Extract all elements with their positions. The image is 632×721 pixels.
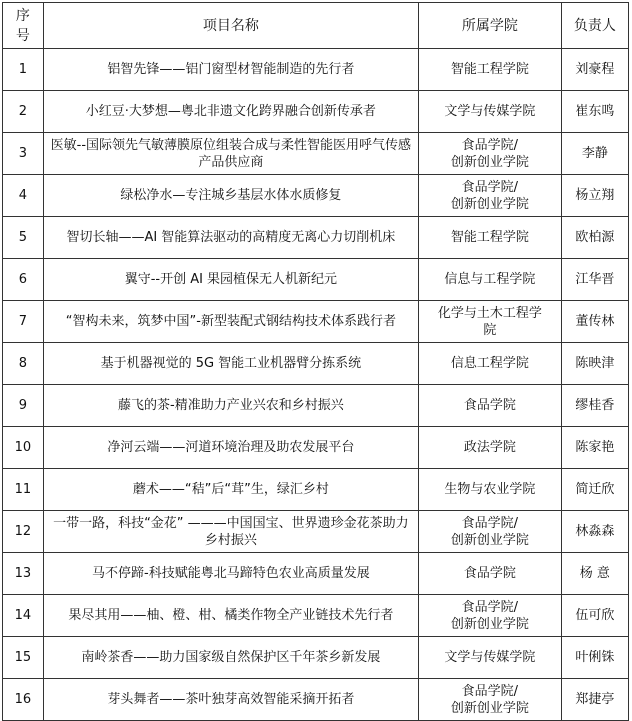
row-number: 10 <box>3 427 44 469</box>
project-table <box>2 2 629 721</box>
row-school-line1: 生物与农业学院 <box>444 482 536 497</box>
row-number: 2 <box>3 91 44 133</box>
row-number: 6 <box>3 259 44 301</box>
row-school-line1: 智能工程学院 <box>450 62 529 77</box>
row-project-name: 芽头舞者——茶叶独芽高效智能采摘开拓者 <box>43 679 418 721</box>
table-row <box>3 553 629 595</box>
row-project-name: “智构未来，筑梦中国”-新型装配式钢结构技术体系践行者 <box>43 301 418 343</box>
row-number: 7 <box>3 301 44 343</box>
header-owner: 负责人 <box>561 3 628 49</box>
row-owner: 董传林 <box>561 301 628 343</box>
row-school <box>418 637 561 679</box>
row-school-line1: 食品学院 <box>463 398 516 413</box>
row-number: 13 <box>3 553 44 595</box>
row-number: 15 <box>3 637 44 679</box>
row-school-line1: 食品学院 <box>463 566 516 581</box>
row-project-name: 一带一路，科技“金花” ———中国国宝、世界遗珍金花茶助力乡村振兴 <box>43 511 418 553</box>
table-row <box>3 49 629 91</box>
row-school <box>418 91 561 133</box>
row-school <box>418 259 561 301</box>
row-owner: 郑捷亭 <box>561 679 628 721</box>
row-owner: 伍可欣 <box>561 595 628 637</box>
row-owner: 叶俐铢 <box>561 637 628 679</box>
row-owner: 简迁欣 <box>561 469 628 511</box>
row-owner: 林淼森 <box>561 511 628 553</box>
row-school <box>418 469 561 511</box>
row-project-name: 南岭茶香——助力国家级自然保护区千年茶乡新发展 <box>43 637 418 679</box>
row-school-line2: 创新创业学院 <box>450 532 529 548</box>
row-project-name: 果尽其用——柚、橙、柑、橘类作物全产业链技术先行者 <box>43 595 418 637</box>
row-project-name: 翼守--开创 AI 果园植保无人机新纪元 <box>43 259 418 301</box>
row-school-line1: 食品学院/ <box>461 179 519 195</box>
table-row <box>3 679 629 721</box>
row-project-name: 净河云端——河道环境治理及助农发展平台 <box>43 427 418 469</box>
row-school <box>418 175 561 217</box>
row-owner: 陈映津 <box>561 343 628 385</box>
header-project-name: 项目名称 <box>43 3 418 49</box>
row-school-line1: 信息与工程学院 <box>444 272 536 287</box>
row-school-line1: 食品学院/ <box>461 137 519 153</box>
row-number: 11 <box>3 469 44 511</box>
row-owner: 缪桂香 <box>561 385 628 427</box>
row-school-line1: 文学与传媒学院 <box>444 104 536 119</box>
row-project-name: 基于机器视觉的 5G 智能工业机器臂分拣系统 <box>43 343 418 385</box>
row-number: 9 <box>3 385 44 427</box>
row-school-line2: 创新创业学院 <box>450 700 529 716</box>
row-project-name: 医敏--国际领先气敏薄膜原位组装合成与柔性智能医用呼气传感产品供应商 <box>43 133 418 175</box>
row-number: 14 <box>3 595 44 637</box>
row-school-line1: 信息工程学院 <box>450 356 529 371</box>
row-number: 1 <box>3 49 44 91</box>
header-number <box>3 3 44 49</box>
row-owner: 杨 意 <box>561 553 628 595</box>
row-project-name: 智切长轴——AI 智能算法驱动的高精度无离心力切削机床 <box>43 217 418 259</box>
row-school <box>418 385 561 427</box>
row-number: 3 <box>3 133 44 175</box>
row-school-line1: 政法学院 <box>463 440 516 455</box>
row-project-name: 小红豆·大梦想—粤北非遗文化跨界融合创新传承者 <box>43 91 418 133</box>
table-row <box>3 175 629 217</box>
row-school <box>418 553 561 595</box>
table-row <box>3 469 629 511</box>
row-number: 5 <box>3 217 44 259</box>
table-row <box>3 343 629 385</box>
table-row <box>3 133 629 175</box>
row-school-line1: 食品学院/ <box>461 515 519 531</box>
row-project-name: 绿松净水—专注城乡基层水体水质修复 <box>43 175 418 217</box>
row-number: 16 <box>3 679 44 721</box>
table-row <box>3 385 629 427</box>
header-number-line1: 序 <box>15 7 30 24</box>
row-school <box>418 511 561 553</box>
row-owner: 江华晋 <box>561 259 628 301</box>
table-row <box>3 427 629 469</box>
header-number-line2: 号 <box>15 27 30 44</box>
row-school-line1: 智能工程学院 <box>450 230 529 245</box>
row-school-line1: 化学与土木工程学 <box>437 305 542 321</box>
row-school <box>418 679 561 721</box>
table-header-row <box>3 3 629 49</box>
row-number: 8 <box>3 343 44 385</box>
row-owner: 欧柏源 <box>561 217 628 259</box>
row-school <box>418 595 561 637</box>
row-school-line1: 文学与传媒学院 <box>444 650 536 665</box>
row-number: 12 <box>3 511 44 553</box>
row-owner: 刘豪程 <box>561 49 628 91</box>
row-school-line2: 院 <box>483 322 497 338</box>
row-number: 4 <box>3 175 44 217</box>
row-school-line2: 创新创业学院 <box>450 154 529 170</box>
row-school <box>418 133 561 175</box>
table-row <box>3 259 629 301</box>
row-school <box>418 343 561 385</box>
table-row <box>3 511 629 553</box>
row-project-name: 藤飞的茶-精准助力产业兴农和乡村振兴 <box>43 385 418 427</box>
row-school <box>418 217 561 259</box>
header-school: 所属学院 <box>418 3 561 49</box>
table-row <box>3 637 629 679</box>
row-owner: 陈家艳 <box>561 427 628 469</box>
row-project-name: 蘑术——“秸”后“茸”生，绿汇乡村 <box>43 469 418 511</box>
row-project-name: 铝智先锋——铝门窗型材智能制造的先行者 <box>43 49 418 91</box>
row-school-line2: 创新创业学院 <box>450 616 529 632</box>
table-row <box>3 91 629 133</box>
table-row <box>3 595 629 637</box>
table-row <box>3 217 629 259</box>
row-school-line1: 食品学院/ <box>461 599 519 615</box>
row-owner: 崔东鸣 <box>561 91 628 133</box>
table-row <box>3 301 629 343</box>
row-school-line2: 创新创业学院 <box>450 196 529 212</box>
row-owner: 杨立翔 <box>561 175 628 217</box>
row-school-line1: 食品学院/ <box>461 683 519 699</box>
row-school <box>418 427 561 469</box>
row-project-name: 马不停蹄-科技赋能粤北马蹄特色农业高质量发展 <box>43 553 418 595</box>
row-school <box>418 301 561 343</box>
row-school <box>418 49 561 91</box>
row-owner: 李静 <box>561 133 628 175</box>
